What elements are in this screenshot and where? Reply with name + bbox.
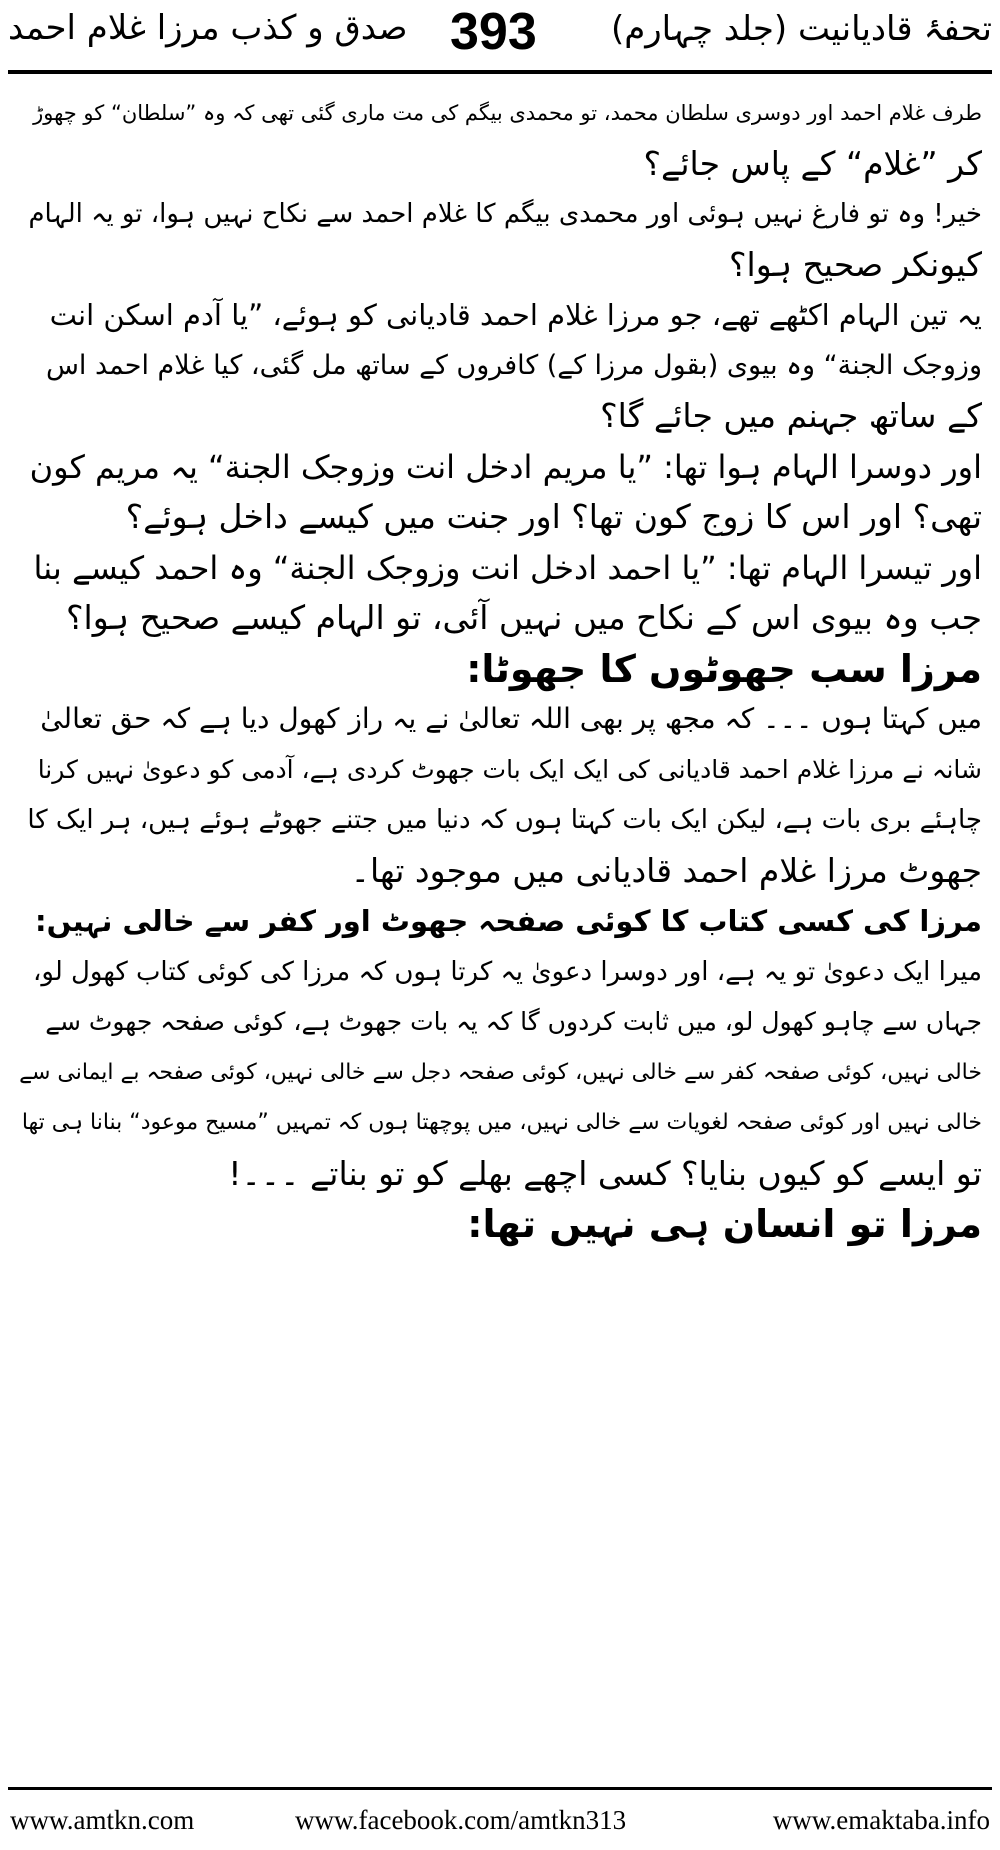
text-line: تو ایسے کو کیوں بنایا؟ کسی اچھے بھلے کو تو بناتے ۔۔۔! bbox=[228, 1153, 982, 1193]
text-line: کیونکر صحیح ہوا؟ bbox=[729, 244, 982, 284]
page-number: 393 bbox=[450, 3, 537, 61]
footer-link-facebook[interactable]: www.facebook.com/amtkn313 bbox=[295, 1805, 627, 1835]
footer-link-emaktaba[interactable]: www.emaktaba.info bbox=[772, 1805, 990, 1835]
text-line: اور تیسرا الہام تھا: ”یا احمد ادخل انت وزوجک الجنة“ وہ احمد کیسے بنا bbox=[33, 548, 982, 587]
text-line: کے ساتھ جہنم میں جائے گا؟ bbox=[600, 396, 982, 435]
text-line: میں کہتا ہوں ۔۔۔ کہ مجھ پر بھی اللہ تعالیٰ نے یہ راز کھول دیا ہے کہ حق تعالیٰ bbox=[40, 702, 982, 735]
book-title: تحفۂ قادیانیت (جلد چہارم) bbox=[610, 9, 992, 49]
section-heading: مرزا تو انسان ہی نہیں تھا: bbox=[467, 1202, 982, 1246]
text-line: چاہئے بری بات ہے، لیکن ایک بات کہتا ہوں کہ دنیا میں جتنے جھوٹے ہوئے ہیں، ہر ایک کا bbox=[27, 805, 982, 835]
text-line: طرف غلام احمد اور دوسری سلطان محمد، تو محمدی بیگم کی مت ماری گئی تھی کہ وہ ”سلطان“ کو چھوڑ bbox=[33, 101, 982, 125]
footer-rule bbox=[8, 1787, 992, 1790]
text-line: کر ”غلام“ کے پاس جائے؟ bbox=[643, 143, 982, 183]
text-line: میرا ایک دعویٰ تو یہ ہے، اور دوسرا دعویٰ یہ کرتا ہوں کہ مرزا کی کوئی کتاب کھول لو، bbox=[33, 956, 982, 987]
section-heading: مرزا سب جھوٹوں کا جھوٹا: bbox=[466, 646, 982, 691]
text-line: یہ تین الہام اکٹھے تھے، جو مرزا غلام احمد قادیانی کو ہوئے، ”یا آدم اسکن انت bbox=[49, 298, 982, 332]
text-line: خیر! وہ تو فارغ نہیں ہوئی اور محمدی بیگم کا غلام احمد سے نکاح نہیں ہوا، تو یہ الہام bbox=[28, 199, 982, 229]
page-footer bbox=[0, 1795, 1000, 1845]
text-line: تھی؟ اور اس کا زوج کون تھا؟ اور جنت میں کیسے داخل ہوئے؟ bbox=[125, 497, 982, 536]
footer-link-amtkn[interactable]: www.amtkn.com bbox=[10, 1805, 195, 1835]
text-line: وزوجک الجنة“ وہ بیوی (بقول مرزا کے) کافروں کے ساتھ مل گئی، کیا غلام احمد اس bbox=[45, 349, 982, 381]
text-line: جہاں سے چاہو کھول لو، میں ثابت کردوں گا کہ یہ بات جھوٹ ہے، کوئی صفحہ جھوٹ سے bbox=[45, 1007, 982, 1036]
section-heading: مرزا کی کسی کتاب کا کوئی صفحہ جھوٹ اور کفر سے خالی نہیں: bbox=[34, 904, 982, 938]
text-line: اور دوسرا الہام ہوا تھا: ”یا مریم ادخل انت وزوجک الجنة“ یہ مریم کون bbox=[29, 447, 982, 486]
page-body bbox=[18, 88, 982, 1250]
text-line: جھوٹ مرزا غلام احمد قادیانی میں موجود تھا۔ bbox=[350, 850, 982, 890]
text-line: خالی نہیں، کوئی صفحہ کفر سے خالی نہیں، کوئی صفحہ دجل سے خالی نہیں، کوئی صفحہ بے ایمانی سے bbox=[19, 1059, 982, 1085]
text-line: جب وہ بیوی اس کے نکاح میں نہیں آئی، تو الہام کیسے صحیح ہوا؟ bbox=[66, 598, 982, 637]
text-line: شانہ نے مرزا غلام احمد قادیانی کی ایک ایک بات جھوٹ کردی ہے، آدمی کو دعویٰ نہیں کرنا bbox=[37, 754, 982, 784]
header-rule bbox=[8, 70, 992, 74]
chapter-title: صدق و کذب مرزا غلام احمد bbox=[8, 8, 408, 48]
text-line: خالی نہیں اور کوئی صفحہ لغویات سے خالی نہیں، میں پوچھتا ہوں کہ تمہیں ”مسیح موعود“ بنانا ہی تھا bbox=[21, 1110, 982, 1135]
page-header bbox=[0, 0, 1000, 62]
